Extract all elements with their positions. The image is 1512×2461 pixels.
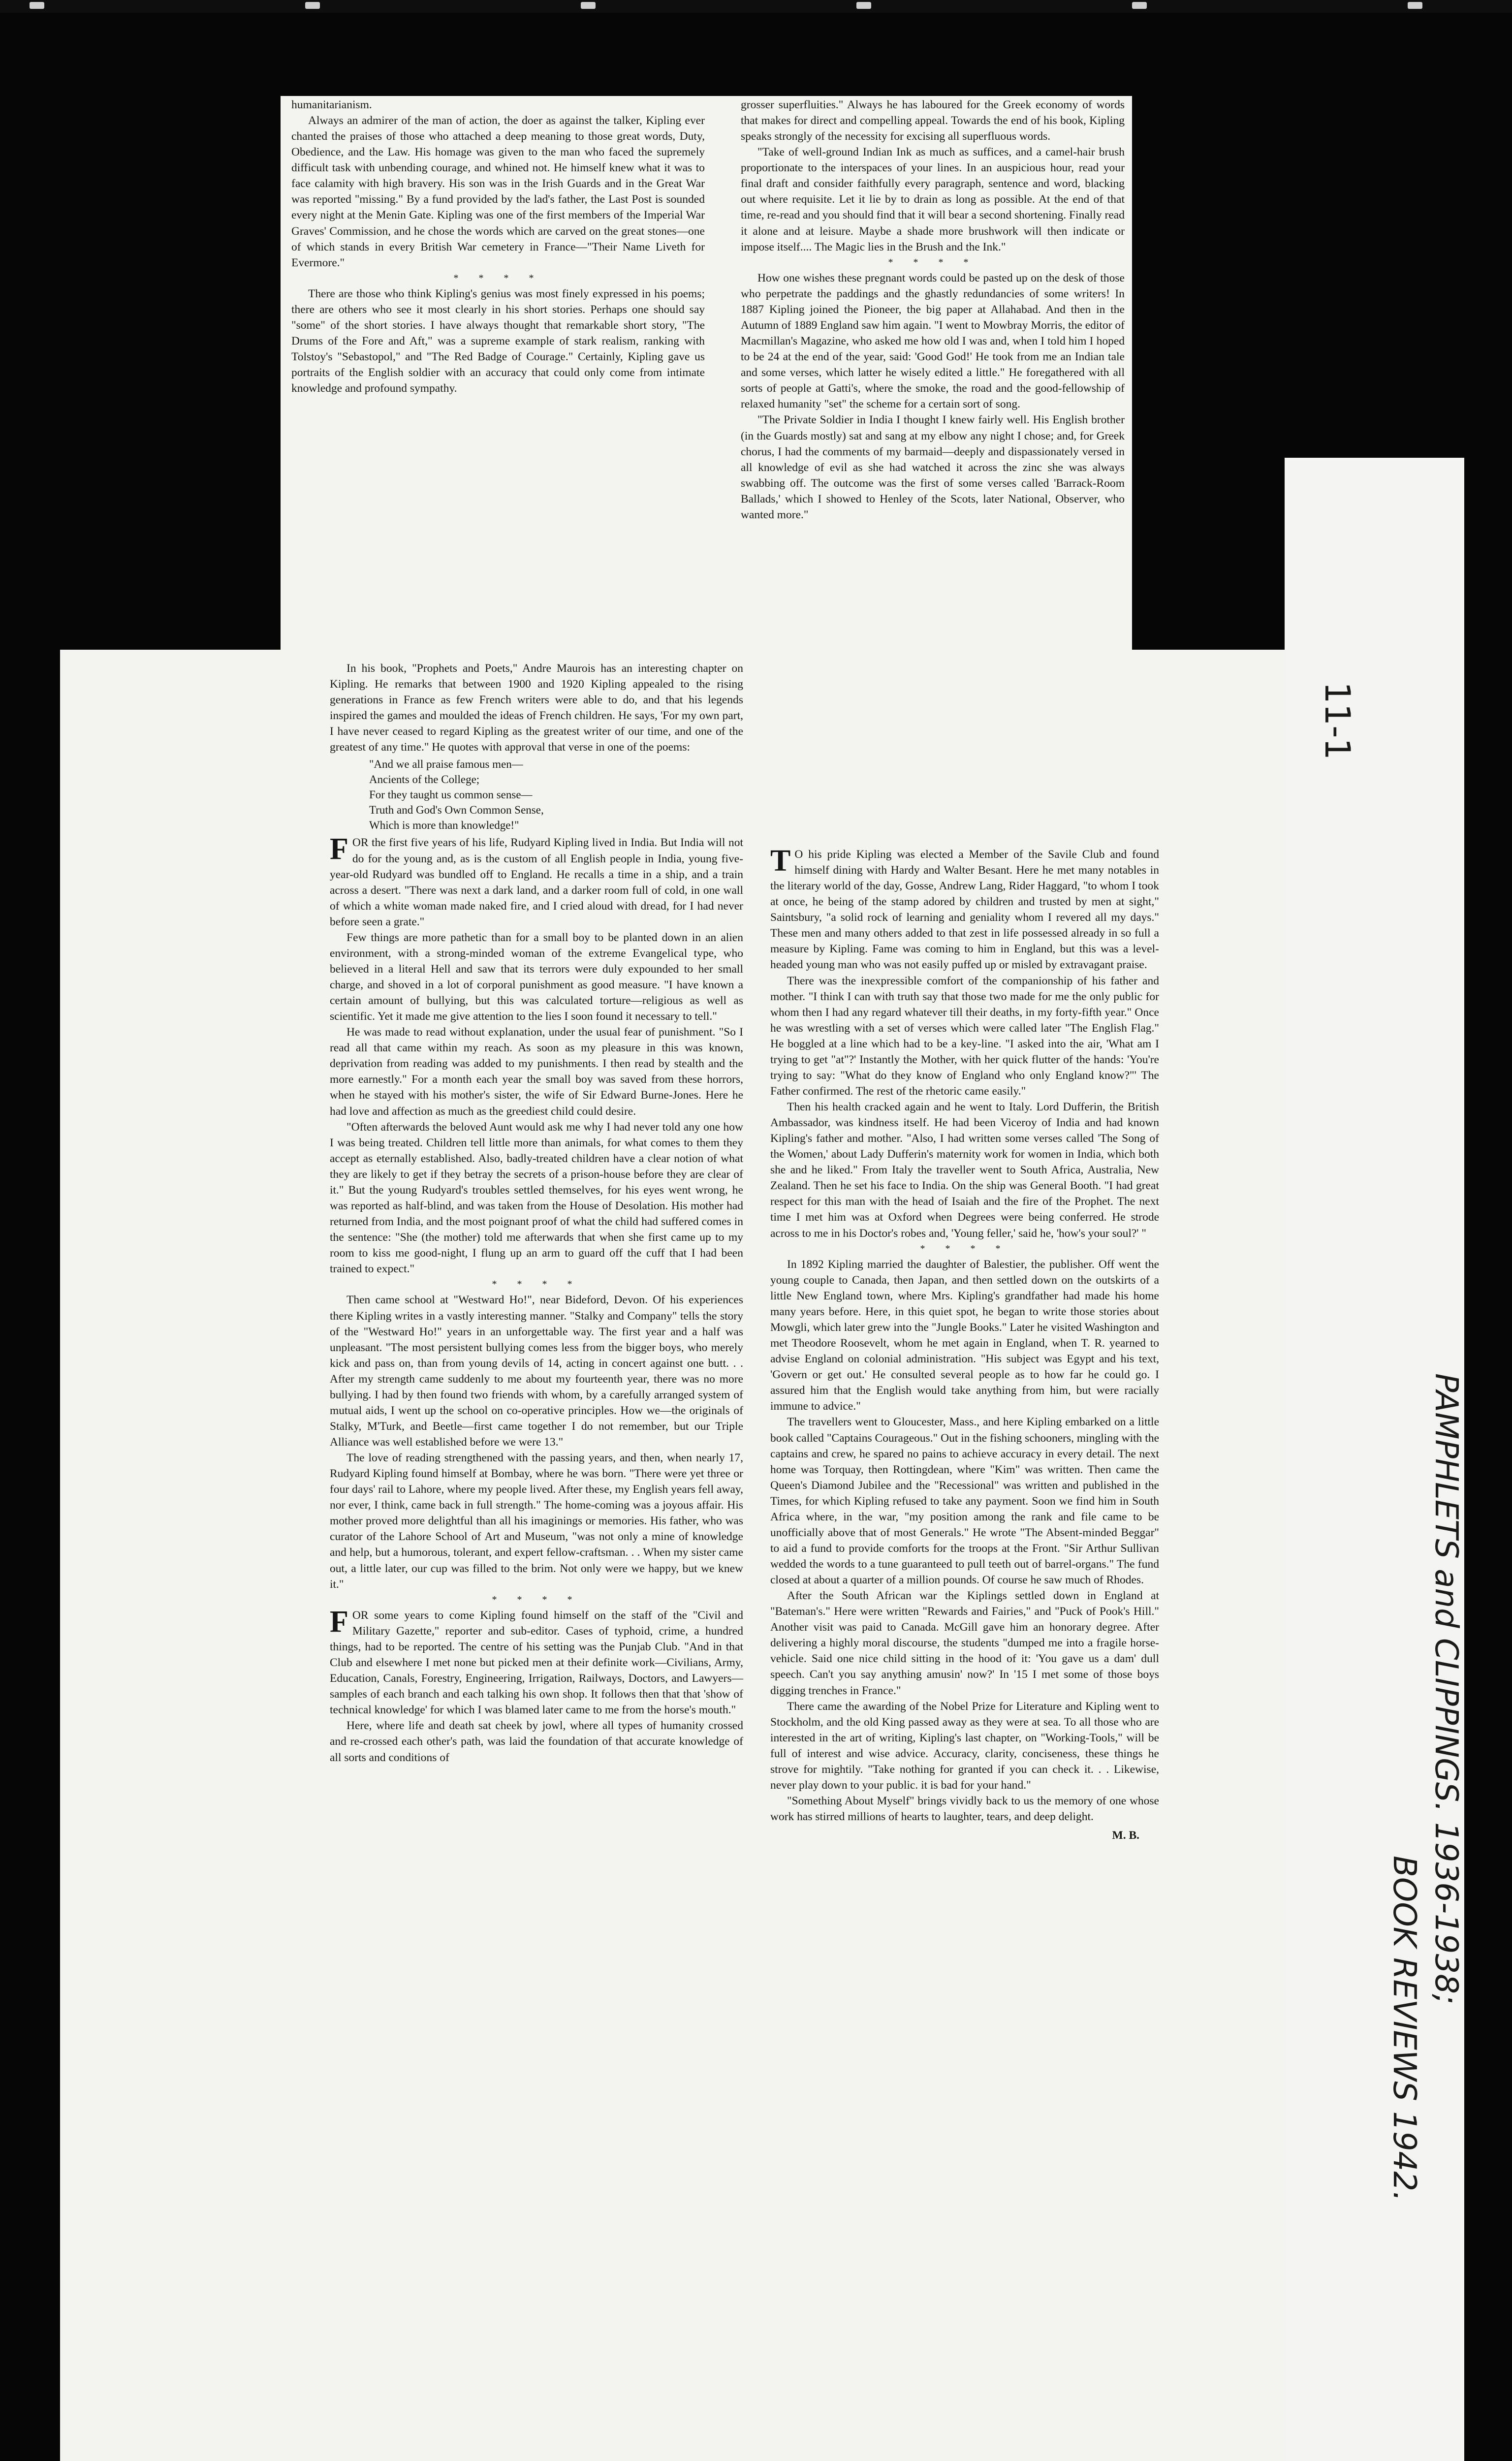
drop-cap: F — [330, 832, 348, 866]
paragraph: There was the inexpressible comfort of the companionship of his father and mother. "I think I can with truth say that those two made for me the only public for whom then I had any regard whatever till their deaths, in my forty-fifth year." Once he was wrestling with a set of verses which were called later "The English Flag." He boggled at a line which had to be a key-line. "I asked into the air, 'What am I trying to get "at"?' Instantly the Mother, with her quick flutter of the hands: 'You're trying to say: "What do they know of England who only England know?"' The Father confirmed. The rest of the rhetoric came easily." — [770, 974, 1159, 1098]
paragraph-text: O his pride Kipling was elected a Member of the Savile Club and found himself dining with Hardy and Walter Besant. Here he met many notables in the literary world of the day, Gosse, Andrew Lang, Rider Haggard, "to whom I took at once, he being of the stamp adored by children and trusted by men at sight," Saintsbury, "a solid rock of learning and geniality whom I revered all my days." These men and many others added to that zest in life possessed already in so full a measure by Kipling. Fame was coming to him in England, but this was a level-headed young man who was not easily puffed up or misled by extravagant praise. — [770, 848, 1159, 972]
paragraph — [330, 832, 743, 929]
paragraph: "Take of well-ground Indian Ink as much as suffices, and a camel-hair brush proportionate to the interspaces of your lines. In an auspicious hour, read your final draft and consider faithfully every paragraph, sentence and word, blacking out where requisite. Let it lie by to drain as long as possible. At the end of that time, re-read and you should find that it will bear a second shortening. Finally read it alone and at leisure. Maybe a shade more brushwork will then indicate or impose itself.... The Magic lies in the Brush and the Ink." — [741, 146, 1125, 253]
sprocket-hole — [305, 2, 320, 9]
paragraph: The love of reading strengthened with the passing years, and then, when nearly 17, Rudyard Kipling found himself at Bombay, where he was born. "There were yet three or four days' rail to Lahore, where my people lived. After these, my English years fell away, nor ever, I think, came back in full strength." The home-coming was a joyous affair. His mother proved more delightful than all his imaginings or memories. His father, who was curator of the Lahore School of Art and Museum, "was not only a mine of knowledge and help, but a humorous, tolerant, and expert fellow-craftsman. . . When my sister came out, a little later, our cup was filled to the brim. Not only were we happy, but we knew it." — [330, 1451, 743, 1591]
paragraph: "Something About Myself" brings vividly back to us the memory of one whose work has stirred millions of hearts to laughter, tears, and deep delight. — [770, 1794, 1159, 1824]
paragraph — [770, 844, 1159, 973]
poem-line: For they taught us common sense— — [369, 789, 533, 801]
separator: * * * * — [492, 1279, 581, 1290]
paragraph: After the South African war the Kiplings settled down in England at "Bateman's." Here were written "Rewards and Fairies," and "Puck of Pook's Hill." Another visit was paid to Canada. McGill gave him an honorary degree. After delivering a highly moral discourse, the students "dumped me into a fragile horse-vehicle. Said one nice child sitting in the hood of it: 'You gave us a dam' dull speech. Can't you say anything amusin' now?' In '15 I met some of those boys digging trenches in France." — [770, 1589, 1159, 1697]
drop-cap: F — [330, 1605, 348, 1639]
separator: * * * * — [888, 256, 977, 268]
paragraph: How one wishes these pregnant words could be pasted up on the desk of those who perpetrate the paddings and the ghastly redundancies of some writers! In 1887 Kipling joined the Pioneer, the big paper at Allahabad. And then in the Autumn of 1889 England saw him again. "I went to Mowbray Morris, the editor of Macmillan's Magazine, who asked me how old I was and, when I told him I hoped to be 24 at the end of the year, said: 'Good God!' He took from me an Indian tale and some verses, which latter he wisely edited a little." He foregathered with all sorts of people at Gatti's, where the smoke, the road and the good-fellowship of relaxed humanity "set" the scheme for a certain sort of song. — [741, 271, 1125, 411]
sprocket-hole — [1132, 2, 1147, 9]
paragraph: Always an admirer of the man of action, the doer as against the talker, Kipling ever chanted the praises of those who attached a deep meaning to those great words, Duty, Obedience, and the Law. His homage was given to the man who faced the supremely difficult task with unbending courage, and whined not. He himself knew what it was to face calamity with high bravery. His son was in the Irish Guards and in the Great War was reported "missing." By a fund provided by the lad's father, the Last Post is sounded every night at the Menin Gate. Kipling was one of the first members of the Imperial War Graves' Commission, and he chose the words which are carved on the great stones—one of which stands in every British War cemetery in France—"Their Name Liveth for Evermore." — [291, 114, 705, 269]
drop-cap: T — [770, 844, 791, 878]
paragraph-text: OR some years to come Kipling found himself on the staff of the "Civil and Military Gazette," reporter and sub-editor. Cases of typhoid, crime, a hundred things, had to be reported. The centre of his setting was the Punjab Club. "And in that Club and elsewhere I met none but picked men at their definite work—Civilians, Army, Education, Canals, Forestry, Engineering, Irrigation, Railways, Doctors, and Lawyers—samples of each branch and each talking his own shop. It follows then that that 'show of technical knowledge' for which I was blamed later came to me from the horse's mouth." — [330, 1609, 743, 1717]
lower-column-left — [330, 661, 743, 1766]
separator: * * * * — [492, 1594, 581, 1605]
handwritten-page-marker: 11-1 — [1317, 682, 1357, 760]
poem-line: "And we all praise famous men— — [369, 758, 523, 771]
paragraph: "Often afterwards the beloved Aunt would ask me why I had never told any one how I was being treated. Children tell little more than animals, for what comes to them they accept as eternally established. Also, badly-treated children have a clear notion of what they are likely to get if they betray the secrets of a prison-house before they are clear of it." But the young Rudyard's troubles settled themselves, for his eyes went wrong, he was reported as half-blind, and was taken from the House of Desolation. His mother had returned from India, and the most poignant proof of what the child had suffered comes in the sentence: "She (the mother) told me afterwards that when she first came up to my room to kiss me good-night, I flung up an arm to guard off the cuff that I had been trained to expect." — [330, 1120, 743, 1276]
poem-line: Which is more than knowledge!" — [369, 819, 519, 831]
poem-line: Ancients of the College; — [369, 773, 480, 786]
paragraph: grosser superfluities." Always he has laboured for the Greek economy of words that makes for direct and compelling appeal. Towards the end of his book, Kipling speaks strongly of the necessity for excising all superfluous words. — [741, 98, 1125, 143]
lower-column-right — [770, 844, 1160, 1843]
poem-quote — [369, 757, 743, 833]
paragraph-text: OR the first five years of his life, Rudyard Kipling lived in India. But India will not do for the young and, as is the custom of all English people in India, young five-year-old Rudyard was bundled off to England. He recalls a time in a ship, and a train across a desert. "There was next a dark land, and a darker room full of cold, in one wall of which a white woman made naked fire, and I cried aloud with dread, for I had never before seen a grate." — [330, 836, 743, 928]
separator: * * * * — [453, 272, 543, 284]
paragraph: Few things are more pathetic than for a small boy to be planted down in an alien environment, with a strong-minded woman of the extreme Evangelical type, who believed in a literal Hell and saw that its terrors were duly expounded to her small charge, and shoved in a lot of corporal punishment as good measure. "I have known a certain amount of bullying, but this was calculated torture—religious as well as scientific. Yet it made me give attention to the lies I soon found it necessary to tell." — [330, 931, 743, 1023]
handwritten-label-line1: PAMPHLETS and CLIPPINGS. 1936-1938; — [1428, 1373, 1464, 2005]
author-signature: M. B. — [1112, 1829, 1139, 1842]
paragraph: Then his health cracked again and he went to Italy. Lord Dufferin, the British Ambassador, was kindness itself. He had been Viceroy of India and had known Kipling's father and mother. "Also, I had written some verses called 'The Song of the Women,' about Lady Dufferin's maternity work for women in India, which both she and he liked." From Italy the traveller went to South Africa, Australia, New Zealand. Then he set his face to India. On the ship was General Booth. "I had great respect for this man with the head of Isaiah and the fire of the Prophet. The next time I met him was at Oxford when Degrees were being conferred. He strode across to me in his Doctor's robes and, 'Young feller,' said he, 'how's your soul?' " — [770, 1101, 1159, 1240]
upper-column-left — [291, 97, 705, 396]
separator: * * * * — [920, 1243, 1009, 1254]
paragraph: Here, where life and death sat cheek by jowl, where all types of humanity crossed and re-crossed each other's path, was laid the foundation of that accurate knowledge of all sorts and conditions of — [330, 1719, 743, 1764]
paragraph: There came the awarding of the Nobel Prize for Literature and Kipling went to Stockholm, and the old King passed away as they were at sea. To all those who are interested in the art of writing, Kipling's last chapter, on "Working-Tools," will be full of interest and wise advice. Accuracy, clarity, conciseness, these things he strove for mightily. "Take nothing for granted if you can check it. . . Likewise, never play down to your public. it is bad for your hand." — [770, 1700, 1159, 1792]
sprocket-hole — [1408, 2, 1422, 9]
paragraph: humanitarianism. — [291, 98, 372, 111]
paragraph: There are those who think Kipling's genius was most finely expressed in his poems; there are others who see it most clearly in his short stories. Perhaps one should say "some" of the short stories. I have always thought that remarkable short story, "The Drums of the Fore and Aft," was a supreme example of stark realism, ranking with Tolstoy's "Sebastopol," and "The Red Badge of Courage." Certainly, Kipling gave us portraits of the English soldier with an accuracy that could only come from intimate knowledge and profound sympathy. — [291, 287, 705, 395]
sprocket-hole — [30, 2, 44, 9]
handwritten-label-line2: BOOK REVIEWS 1942. — [1386, 1856, 1422, 2202]
film-edge — [0, 0, 1512, 13]
paragraph: In 1892 Kipling married the daughter of Balestier, the publisher. Off went the young couple to Canada, then Japan, and then settled down on the outskirts of a little New England town, where Mrs. Kipling's grandfather had made his home many years before. Here, in this quiet spot, he began to write those stories about Mowgli, which later grew into the "Jungle Books." Later he visited Washington and met Theodore Roosevelt, whom he met again in England, when T. R. yearned to advise England on colonial administration. "His subject was Egypt and his text, 'Govern or get out.' He consulted several people as to how far he could go. I assured him that the English would take anything from him, but were racially immune to advice." — [770, 1258, 1159, 1413]
sprocket-hole — [581, 2, 596, 9]
poem-line: Truth and God's Own Common Sense, — [369, 803, 544, 816]
clipping-lower — [60, 650, 1285, 2461]
paragraph: "The Private Soldier in India I thought I knew fairly well. His English brother (in the Guards mostly) sat and sang at my elbow any night I chose; and, for Greek chorus, I had the comments of my barmaid—deeply and dispassionately versed in all knowledge of evil as she had watched it across the zinc she was always swabbing off. The outcome was the first of some verses called 'Barrack-Room Ballads,' which I showed to Henley of the Scots, later National, Observer, who wanted more." — [741, 413, 1125, 521]
paragraph: He was made to read without explanation, under the usual fear of punishment. "So I read all that came within my reach. As soon as my pleasure in this was known, deprivation from reading was added to my punishments. I then read by stealth and the more earnestly." For a month each year the small boy was saved from these horrors, when he stayed with his mother's sister, the wife of Sir Edward Burne-Jones. Here he had love and affection as much as the greediest child could desire. — [330, 1026, 743, 1118]
paragraph: Then came school at "Westward Ho!", near Bideford, Devon. Of his experiences there Kipling writes in a vastly interesting manner. "Stalky and Company" tells the story of the "Westward Ho!" years in an unforgettable way. The first year and a half was unpleasant. "The most persistent bullying comes less from the bigger boys, who merely kick and pass on, than from young devils of 14, acting in concert against one butt. . . After my strength came suddenly to me about my fourteenth year, there was no more bullying. I had by then found two friends with whom, by a carefully arranged system of mutual aids, I went up the school on co-operative principles. How we—the originals of Stalky, M'Turk, and Beetle—first came together I do not remember, but our Triple Alliance was well established before we were 13." — [330, 1294, 743, 1449]
paragraph: In his book, "Prophets and Poets," Andre Maurois has an interesting chapter on Kipling. He remarks that between 1900 and 1920 Kipling appealed to the rising generations in France as few French writers were able to do, and that his legends inspired the games and moulded the ideas of French children. He says, 'For my own part, I have never ceased to regard Kipling as the greatest writer of our time, and one of the greatest of any time." He quotes with approval that verse in one of the poems: — [330, 662, 743, 754]
paragraph — [330, 1605, 743, 1718]
sprocket-hole — [856, 2, 871, 9]
upper-column-right — [741, 97, 1125, 523]
clipping-upper — [281, 96, 1132, 657]
paragraph: The travellers went to Gloucester, Mass., and here Kipling embarked on a little book called "Captains Courageous." Out in the fishing schooners, mingling with the captains and crew, he spared no pains to achieve accuracy in every detail. The next home was Torquay, then Rottingdean, where "Kim" was written. Then came the Queen's Diamond Jubilee and the "Recessional" was written and published in the Times, for which Kipling refused to take any payment. Soon we find him in South Africa where, in the war, "my position among the rank and file came to be unofficially above that of most Generals." He wrote "The Absent-minded Beggar" to aid a fund to provide comforts for the troops at the Front. "Sir Arthur Sullivan wedded the words to a tune guaranteed to pull teeth out of barrel-organs." The fund closed at about a quarter of a million pounds. Of course he saw much of Rhodes. — [770, 1416, 1160, 1587]
